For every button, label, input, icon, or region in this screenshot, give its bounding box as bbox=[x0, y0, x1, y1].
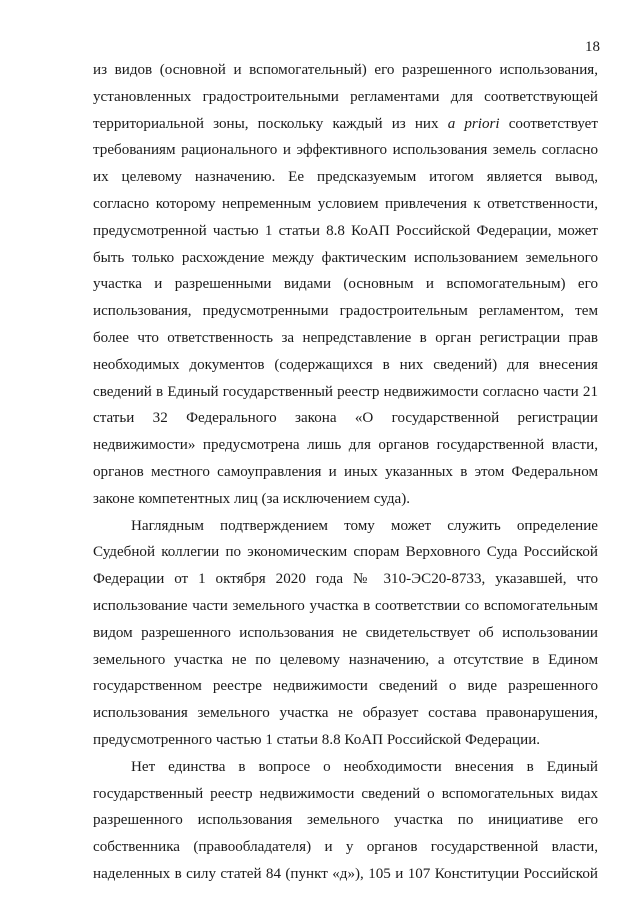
text-line: необходимых документов (содержащихся в них сведений) для внесения bbox=[93, 356, 598, 373]
text-line: из видов (основной и вспомогательный) его разрешенного использования, bbox=[93, 62, 598, 78]
text-line: согласно которому непременным условием привлечения к ответственности, bbox=[93, 195, 598, 212]
text-line: законе компетентных лиц (за исключением суда). bbox=[93, 490, 410, 507]
italic-term: a priori bbox=[447, 115, 500, 132]
text-line: Судебной коллегии по экономическим спорам Верховного Суда Российской bbox=[93, 544, 598, 561]
text-line: Федерации от 1 октября 2020 года № 310-ЭС20-8733, указавшей, что bbox=[93, 571, 598, 588]
text-line: предусмотренного частью 1 статьи 8.8 КоАП Российской Федерации. bbox=[93, 731, 541, 748]
text-line: быть только расхождение между фактическим использованием земельного bbox=[93, 249, 598, 266]
text-line: статьи 32 Федерального закона «О государственной регистрации bbox=[93, 410, 598, 427]
text-segment: территориальной зоны, поскольку каждый из них bbox=[93, 115, 439, 132]
text-line: сведений в Единый государственный реестр недвижимости согласно части 21 bbox=[93, 383, 598, 400]
paragraph-3 bbox=[93, 754, 598, 888]
text-line: органов местного самоуправления и иных указанных в этом Федеральном bbox=[93, 463, 598, 480]
text-line: требованиям рационального и эффективного использования земель согласно bbox=[93, 142, 598, 159]
text-line: земельного участка не по целевому назначению, а отсутствие в Едином bbox=[93, 651, 598, 668]
text-line: использование части земельного участка в соответствии со вспомогательным bbox=[93, 597, 598, 614]
text-line: установленных градостроительными регламентами для соответствующей bbox=[93, 88, 598, 105]
text-line: государственном реестре недвижимости сведений о виде разрешенного bbox=[93, 678, 598, 695]
text-line: более что ответственность за непредставление в орган регистрации прав bbox=[93, 329, 598, 346]
text-segment: соответствует bbox=[508, 115, 598, 132]
paragraph-1 bbox=[93, 57, 598, 513]
text-line: наделенных в силу статей 84 (пункт «д»), 105 и 107 Конституции Российской bbox=[93, 865, 598, 882]
text-line: участка и разрешенными видами (основным и вспомогательным) его bbox=[93, 276, 598, 293]
text-line: государственный реестр недвижимости сведений о вспомогательных видах bbox=[93, 785, 598, 802]
document-body bbox=[93, 57, 598, 888]
text-line: собственника (правообладателя) и у органов государственной власти, bbox=[93, 839, 598, 856]
text-line: предусмотренной частью 1 статьи 8.8 КоАП Российской Федерации, может bbox=[93, 222, 598, 239]
text-line: видом разрешенного использования не свидетельствует об использовании bbox=[93, 624, 598, 641]
text-line: разрешенного использования земельного участка по инициативе его bbox=[93, 812, 598, 829]
text-line: использования, предусмотренными градостроительным регламентом, тем bbox=[93, 303, 598, 320]
paragraph-2 bbox=[93, 513, 598, 754]
text-line: Наглядным подтверждением тому может служить определение bbox=[131, 517, 598, 534]
text-line: недвижимости» предусмотрена лишь для органов государственной власти, bbox=[93, 437, 598, 454]
page-number: 18 bbox=[585, 39, 600, 55]
text-line: использования земельного участка не образует состава правонарушения, bbox=[93, 705, 598, 722]
text-line: Нет единства в вопросе о необходимости внесения в Единый bbox=[131, 758, 598, 775]
text-line: их целевому назначению. Ее предсказуемым итогом является вывод, bbox=[93, 169, 598, 186]
text-line-with-italic bbox=[93, 111, 598, 138]
